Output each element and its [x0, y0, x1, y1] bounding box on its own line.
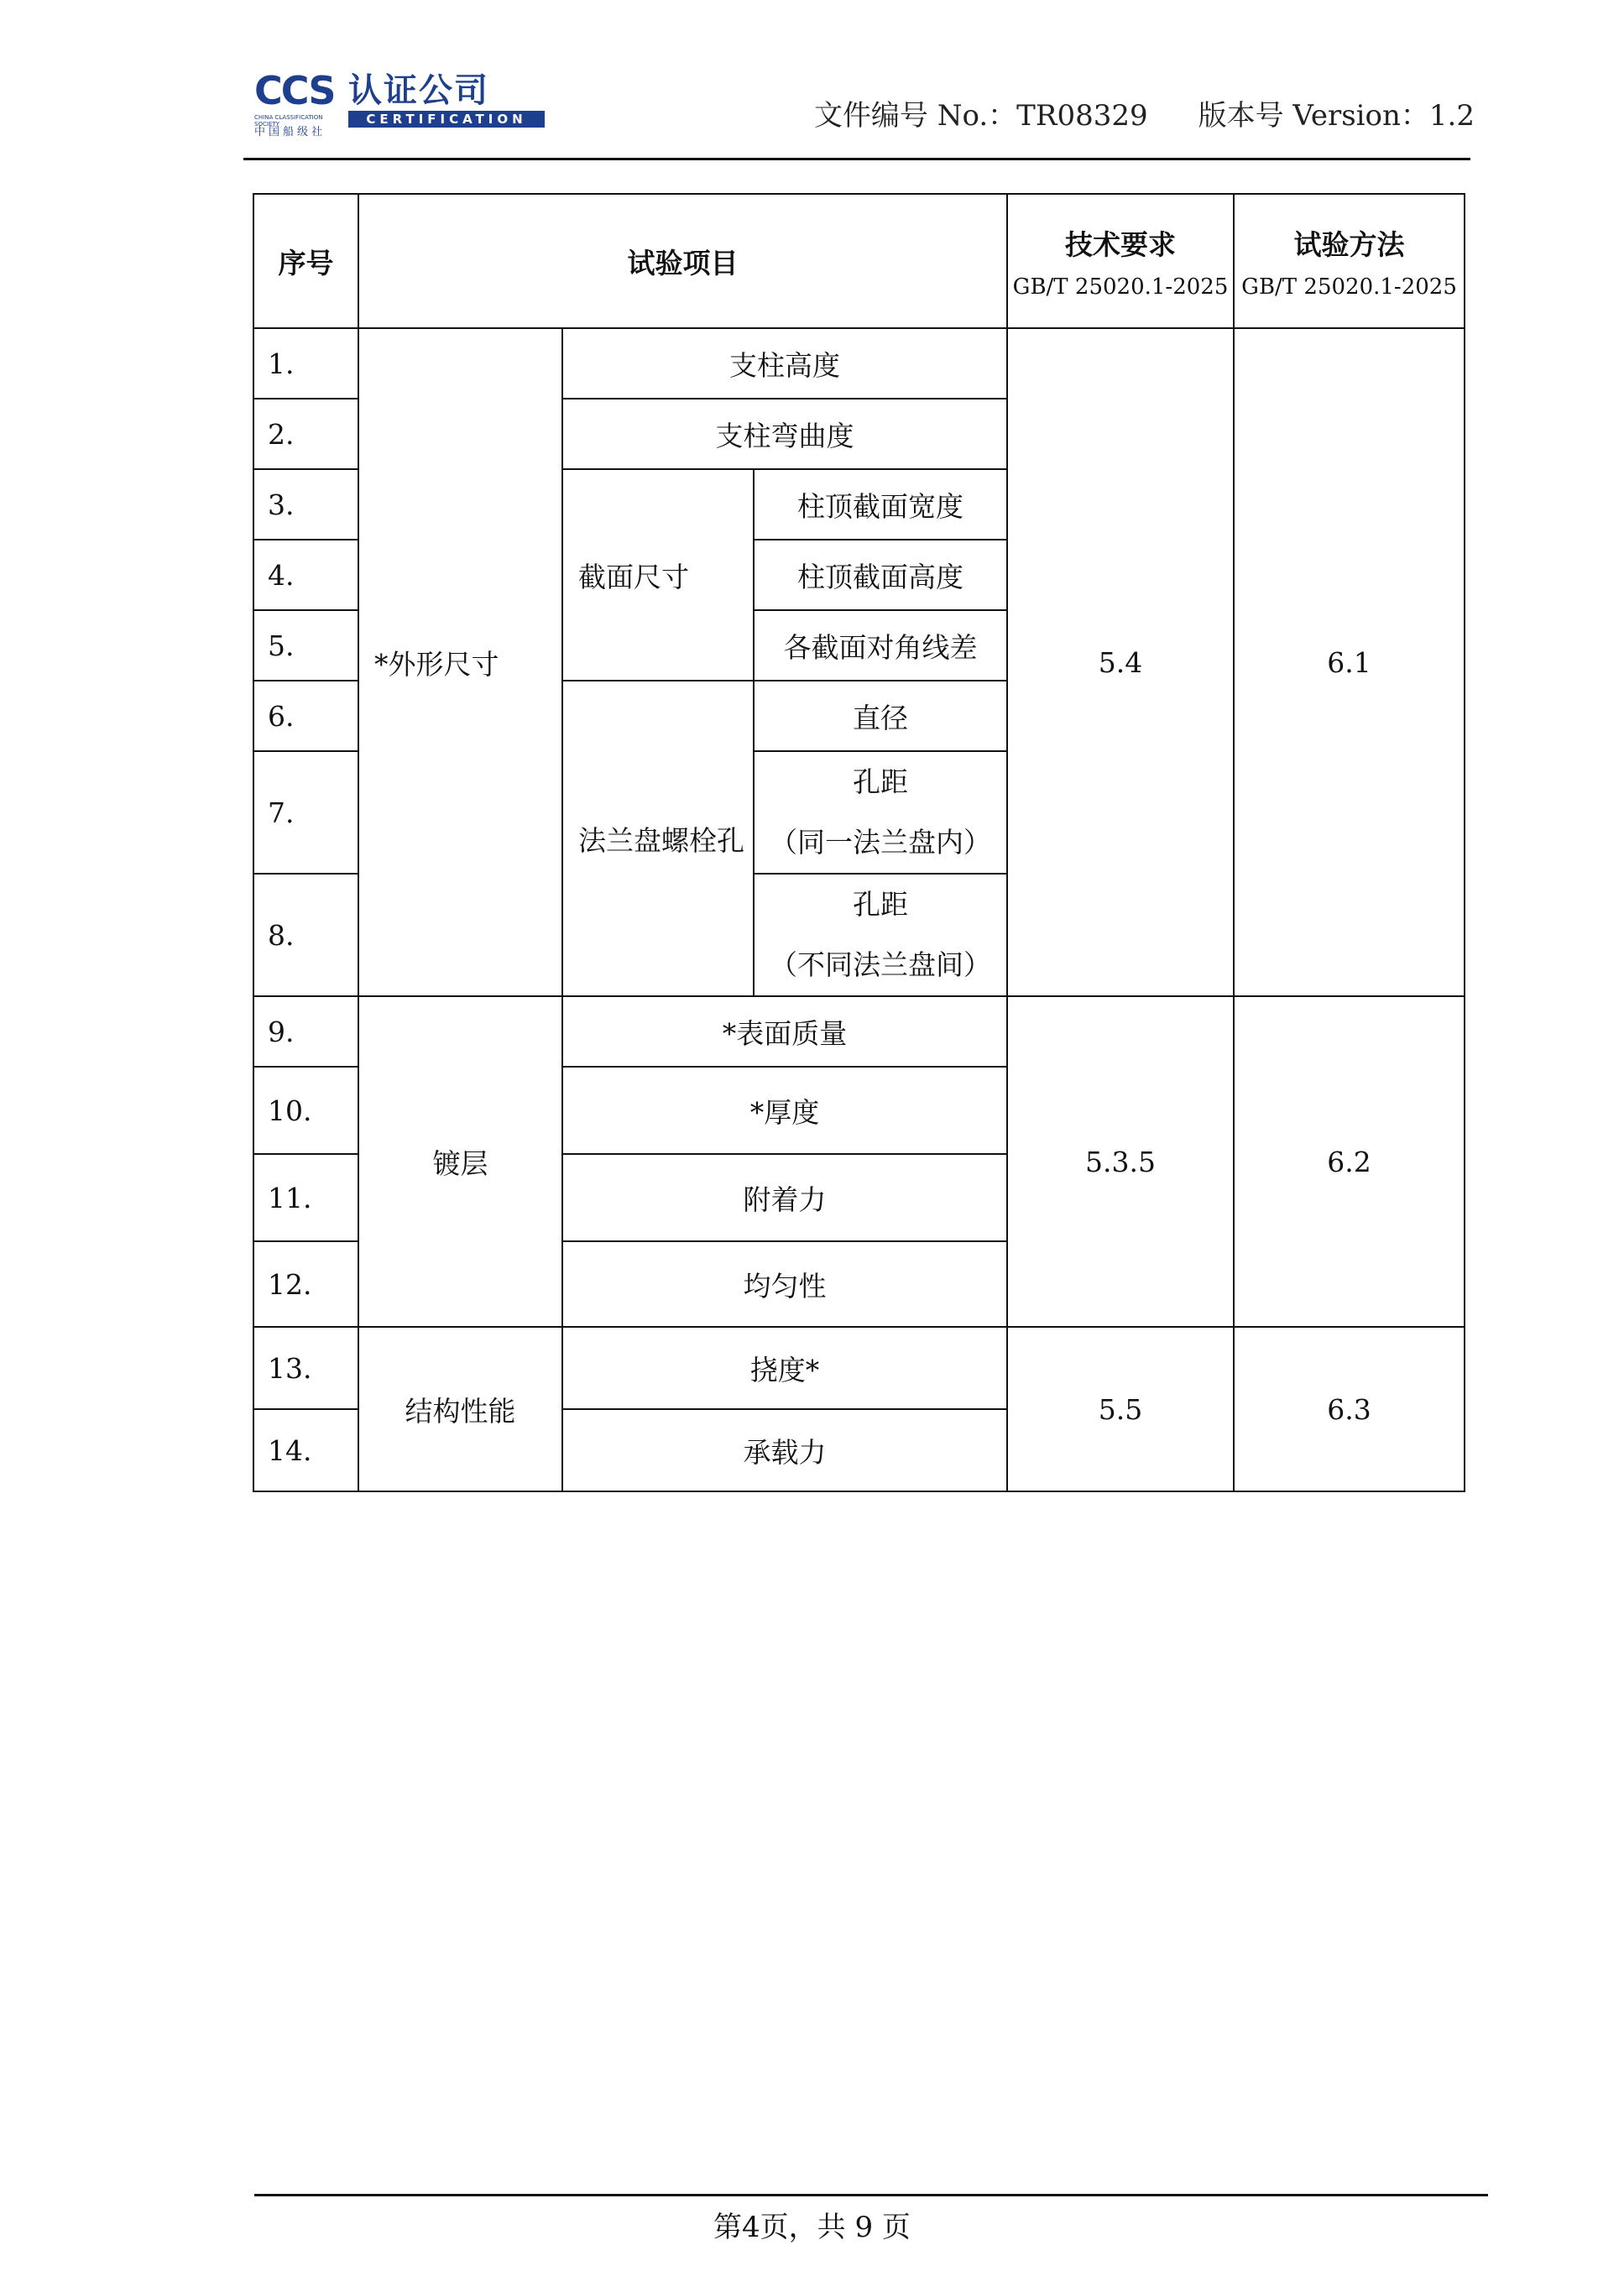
sub-section-size: 截面尺寸	[562, 469, 754, 681]
table-row	[253, 996, 1465, 1067]
header-divider	[243, 158, 1470, 160]
item-hole-spacing-label: 孔距	[853, 765, 909, 798]
page-number: 第4页，共 9 页	[713, 2211, 911, 2244]
row-number: 14.	[253, 1409, 358, 1491]
item-post-curvature: 支柱弯曲度	[562, 399, 1007, 469]
logo-sub-en: CHINA CLASSIFICATION SOCIETY	[254, 114, 323, 128]
row-number: 11.	[253, 1154, 358, 1241]
item-hole-spacing-same	[754, 751, 1007, 874]
header-item: 试验项目	[358, 194, 1007, 328]
row-number: 8.	[253, 874, 358, 996]
item-thickness: *厚度	[562, 1067, 1007, 1154]
group-coating: 镀层	[358, 996, 562, 1327]
header-req-standard: GB/T 25020.1-2025	[1012, 274, 1229, 300]
sub-flange-holes: 法兰盘螺栓孔	[562, 681, 754, 996]
row-number: 6.	[253, 681, 358, 751]
logo-mark: CCS	[254, 68, 335, 113]
item-uniformity: 均匀性	[562, 1241, 1007, 1327]
row-number: 9.	[253, 996, 358, 1067]
table-header-row	[253, 194, 1465, 328]
header-req-label: 技术要求	[1065, 227, 1177, 261]
row-number: 7.	[253, 751, 358, 874]
footer-divider	[254, 2194, 1488, 2196]
header-method-standard: GB/T 25020.1-2025	[1241, 274, 1457, 300]
doc-number: 文件编号 No.：TR08329	[813, 99, 1148, 133]
item-top-width: 柱顶截面宽度	[754, 469, 1007, 540]
method-coating: 6.2	[1234, 996, 1465, 1327]
logo-sub-cn: 中国船级社	[254, 126, 326, 138]
doc-header	[814, 92, 1475, 133]
item-hole-spacing-note: （不同法兰盘间）	[770, 948, 992, 981]
ccs-logo	[254, 67, 556, 138]
row-number: 10.	[253, 1067, 358, 1154]
header-method-label: 试验方法	[1293, 227, 1405, 261]
header-no: 序号	[253, 194, 358, 328]
item-hole-spacing-different	[754, 874, 1007, 996]
row-number: 13.	[253, 1327, 358, 1409]
item-surface-quality: *表面质量	[562, 996, 1007, 1067]
item-bearing-capacity: 承载力	[562, 1409, 1007, 1491]
item-deflection: 挠度*	[562, 1327, 1007, 1409]
test-items-table	[253, 193, 1465, 1492]
row-number: 1.	[253, 328, 358, 399]
doc-version: 版本号 Version：1.2	[1198, 99, 1475, 133]
logo-name: 认证公司	[348, 71, 489, 110]
item-hole-spacing-label: 孔距	[853, 888, 909, 921]
item-adhesion: 附着力	[562, 1154, 1007, 1241]
row-number: 5.	[253, 610, 358, 681]
req-coating: 5.3.5	[1007, 996, 1234, 1327]
method-dimensions: 6.1	[1234, 328, 1465, 996]
row-number: 2.	[253, 399, 358, 469]
row-number: 4.	[253, 540, 358, 610]
item-post-height: 支柱高度	[562, 328, 1007, 399]
group-dimensions: *外形尺寸	[358, 328, 562, 996]
header-req	[1007, 194, 1234, 328]
method-structure: 6.3	[1234, 1327, 1465, 1491]
req-dimensions: 5.4	[1007, 328, 1234, 996]
header-method	[1234, 194, 1465, 328]
item-hole-spacing-note: （同一法兰盘内）	[770, 826, 992, 859]
req-structure: 5.5	[1007, 1327, 1234, 1491]
item-diameter: 直径	[754, 681, 1007, 751]
row-number: 12.	[253, 1241, 358, 1327]
table-row	[253, 1327, 1465, 1409]
logo-band: CERTIFICATION	[348, 111, 545, 128]
group-structure: 结构性能	[358, 1327, 562, 1491]
table-row	[253, 328, 1465, 399]
item-top-height: 柱顶截面高度	[754, 540, 1007, 610]
item-diagonal-diff: 各截面对角线差	[754, 610, 1007, 681]
row-number: 3.	[253, 469, 358, 540]
